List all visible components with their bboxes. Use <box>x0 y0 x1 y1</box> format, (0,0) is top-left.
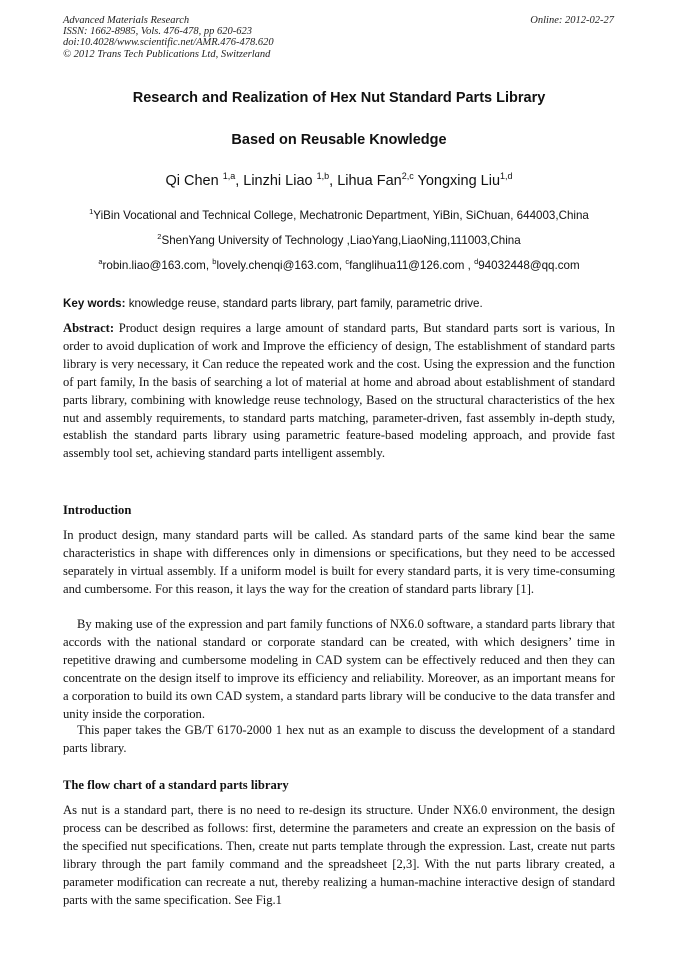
email-mark: b <box>212 257 217 266</box>
author-emails <box>0 259 678 272</box>
paper-title-line-2: Based on Reusable Knowledge <box>231 132 447 148</box>
keywords <box>63 297 615 310</box>
intro-paragraph-3: This paper takes the GB/T 6170-2000 1 hex nut as an example to discuss the development of a standard parts library. <box>63 723 615 755</box>
doi-line: doi:10.4028/www.scientific.net/AMR.476-478.620 <box>63 37 274 49</box>
affiliation-mark: 2 <box>157 232 162 241</box>
author-list <box>0 173 678 189</box>
author-affiliation-mark: 2,c <box>401 171 414 181</box>
email: fanglihua11@126.com , <box>349 259 475 272</box>
author-affiliation-mark: 1,a <box>222 171 236 181</box>
online-date: Online: 2012-02-27 <box>530 15 614 26</box>
abstract-text: Product design requires a large amount of standard parts, But standard parts sort is various, In order to avoid duplication of work and Improve the efficiency of design, The establishment of standard parts library is very necessary, it Can reduce the repeated work and the cost. Using the expression and the function of part family, In the basis of searching a lot of material at home and abroad about establishment of standard parts library, combining with knowledge reuse technology, Based on the structural characteristics of the hex nut and assembly requirements, to standard parts matching, parameter-driven, fast assembly in-depth study, establish the standard parts library using parametric feature-based modeling approach, and provide fast assembly tool set, achieving standard parts intelligent assembly. <box>63 321 615 461</box>
author-separator: , <box>235 173 244 189</box>
copyright-line: © 2012 Trans Tech Publications Ltd, Switzerland <box>63 48 271 60</box>
email-mark: d <box>474 257 479 266</box>
intro-paragraph-2: By making use of the expression and part family functions of NX6.0 software, a standard parts library that accords with the national standard or corporate standard can be created, with which designers’ time in repetitive drawing and cumbersome modeling in CAD system can be effectively reduced and then they can concentrate on the design itself to improve its efficiency and reliability. Moreover, as an important means for a corporation to build its own CAD system, a standard parts library will be conducive to the data transfer and unity inside the corporation. <box>63 617 615 721</box>
abstract-label: Abstract: <box>63 321 115 335</box>
author-separator: , <box>329 173 338 189</box>
journal-name: Advanced Materials Research <box>63 15 190 26</box>
affiliation-mark: 1 <box>89 207 94 216</box>
affiliation-2 <box>0 234 678 247</box>
email: 94032448@qq.com <box>478 259 580 272</box>
author-name: Linzhi Liao <box>243 173 313 189</box>
intro-paragraph-1: In product design, many standard parts will be called. As standard parts of the same kind bear the same characteristics in shape with differences only in dimensions or specifications, but they need to be accessed separately in virtual assembly. If a uniform model is built for every standard parts, it is very time-consuming and cumbersome. For this reason, it lays the way for the creation of standard parts library [1]. <box>63 528 615 596</box>
keywords-label: Key words: <box>63 297 126 310</box>
section-heading-flow-chart: The flow chart of a standard parts library <box>63 778 289 792</box>
affiliation-1 <box>0 209 678 222</box>
section-heading-introduction: Introduction <box>63 503 132 517</box>
email: robin.liao@163.com, <box>102 259 213 272</box>
author-affiliation-mark: 1,d <box>500 171 513 181</box>
author-name: Yongxing Liu <box>417 173 501 189</box>
email: lovely.chenqi@163.com, <box>216 259 346 272</box>
journal-header <box>63 15 274 60</box>
email-mark: a <box>98 257 103 266</box>
flow-chart-paragraph: As nut is a standard part, there is no need to re-design its structure. Under NX6.0 environment, the design process can be described as follows: first, determine the parameters and create an expression on the basis of the specified nut specifications. Then, create nut parts template through the expression. Last, create nut parts library through the part family command and the spreadsheet [2,3]. With the nut parts library created, a parameter modification can recreate a nut, thereby realizing a human-machine interactive design of standard parts with the same specification. See Fig.1 <box>63 803 615 907</box>
keywords-text: knowledge reuse, standard parts library, part family, parametric drive. <box>125 297 483 310</box>
author-affiliation-mark: 1,b <box>316 171 330 181</box>
abstract <box>63 320 615 463</box>
affiliation-text: YiBin Vocational and Technical College, Mechatronic Department, YiBin, SiChuan, 644003,China <box>93 209 589 222</box>
author-name: Lihua Fan <box>337 173 402 189</box>
email-mark: c <box>345 257 350 266</box>
paper-title-line-1: Research and Realization of Hex Nut Standard Parts Library <box>132 90 546 106</box>
issn-line: ISSN: 1662-8985, Vols. 476-478, pp 620-623 <box>63 26 252 38</box>
affiliation-text: ShenYang University of Technology ,LiaoYang,LiaoNing,111003,China <box>161 234 521 247</box>
author-name: Qi Chen <box>165 173 219 189</box>
